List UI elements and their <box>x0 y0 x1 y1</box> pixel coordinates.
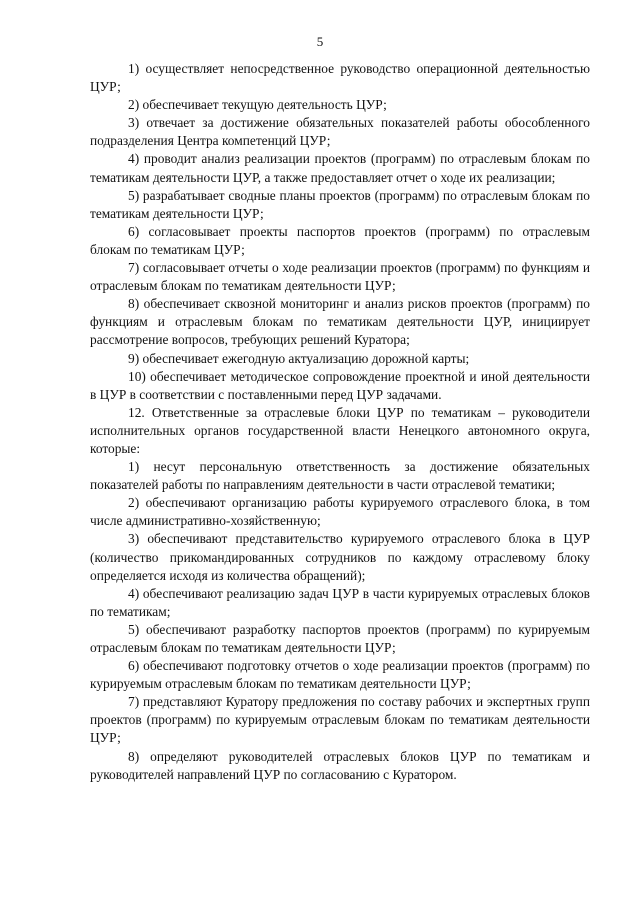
paragraph: 6) согласовывает проекты паспортов проектов (программ) по отраслевым блокам по тематикам ЦУР; <box>90 223 590 257</box>
paragraph: 1) несут персональную ответственность за достижение обязательных показателей работы по направлениям деятельности в части отраслевой тематики; <box>90 459 590 493</box>
paragraph: 9) обеспечивает ежегодную актуализацию дорожной карты; <box>128 350 470 366</box>
page-number: 5 <box>316 34 324 49</box>
paragraph: 4) обеспечивают реализацию задач ЦУР в части курируемых отраслевых блоков по тематикам; <box>90 585 590 619</box>
paragraph: 2) обеспечивает текущую деятельность ЦУР; <box>128 97 387 113</box>
paragraph: 8) определяют руководителей отраслевых блоков ЦУР по тематикам и руководителей направлений ЦУР по согласованию с Куратором. <box>90 748 590 782</box>
paragraph: 6) обеспечивают подготовку отчетов о ходе реализации проектов (программ) по курируемым отраслевым блокам по тематикам деятельности ЦУР; <box>90 658 590 692</box>
paragraph: 1) осуществляет непосредственное руководство операционной деятельностью ЦУР; <box>90 61 590 95</box>
paragraph: 5) разрабатывает сводные планы проектов (программ) по отраслевым блокам по тематикам деятельности ЦУР; <box>90 187 590 221</box>
section-heading-paragraph: 12. Ответственные за отраслевые блоки ЦУР по тематикам – руководители исполнительных органов государственной власти Ненецкого автономного округа, которые: <box>90 404 590 456</box>
paragraph: 4) проводит анализ реализации проектов (программ) по отраслевым блокам по тематикам деятельности ЦУР, а также предоставляет отчет о ходе их реализации; <box>90 151 590 185</box>
paragraph: 7) представляют Куратору предложения по составу рабочих и экспертных групп проектов (программ) по курируемым отраслевым блокам по тематикам деятельности ЦУР; <box>90 694 590 746</box>
paragraph: 3) отвечает за достижение обязательных показателей работы обособленного подразделения Центра компетенций ЦУР; <box>90 115 590 149</box>
paragraph: 10) обеспечивает методическое сопровождение проектной и иной деятельности в ЦУР в соответствии с поставленными перед ЦУР задачами. <box>90 368 590 402</box>
paragraph: 5) обеспечивают разработку паспортов проектов (программ) по курируемым отраслевым блокам по тематикам деятельности ЦУР; <box>90 621 590 655</box>
paragraph: 8) обеспечивает сквозной мониторинг и анализ рисков проектов (программ) по функциям и отраслевым блокам по тематикам деятельности ЦУР, инициирует рассмотрение вопросов, требующих решений Куратора; <box>90 296 590 348</box>
paragraph: 3) обеспечивают представительство курируемого отраслевого блока в ЦУР (количество прикомандированных сотрудников по каждому отраслевому блоку определяется исходя из количества обращений); <box>90 531 590 583</box>
paragraph: 2) обеспечивают организацию работы курируемого отраслевого блока, в том числе административно-хозяйственную; <box>90 495 590 529</box>
paragraph: 7) согласовывает отчеты о ходе реализации проектов (программ) по функциям и отраслевым блокам по тематикам деятельности ЦУР; <box>90 260 590 294</box>
document-body <box>90 60 590 784</box>
